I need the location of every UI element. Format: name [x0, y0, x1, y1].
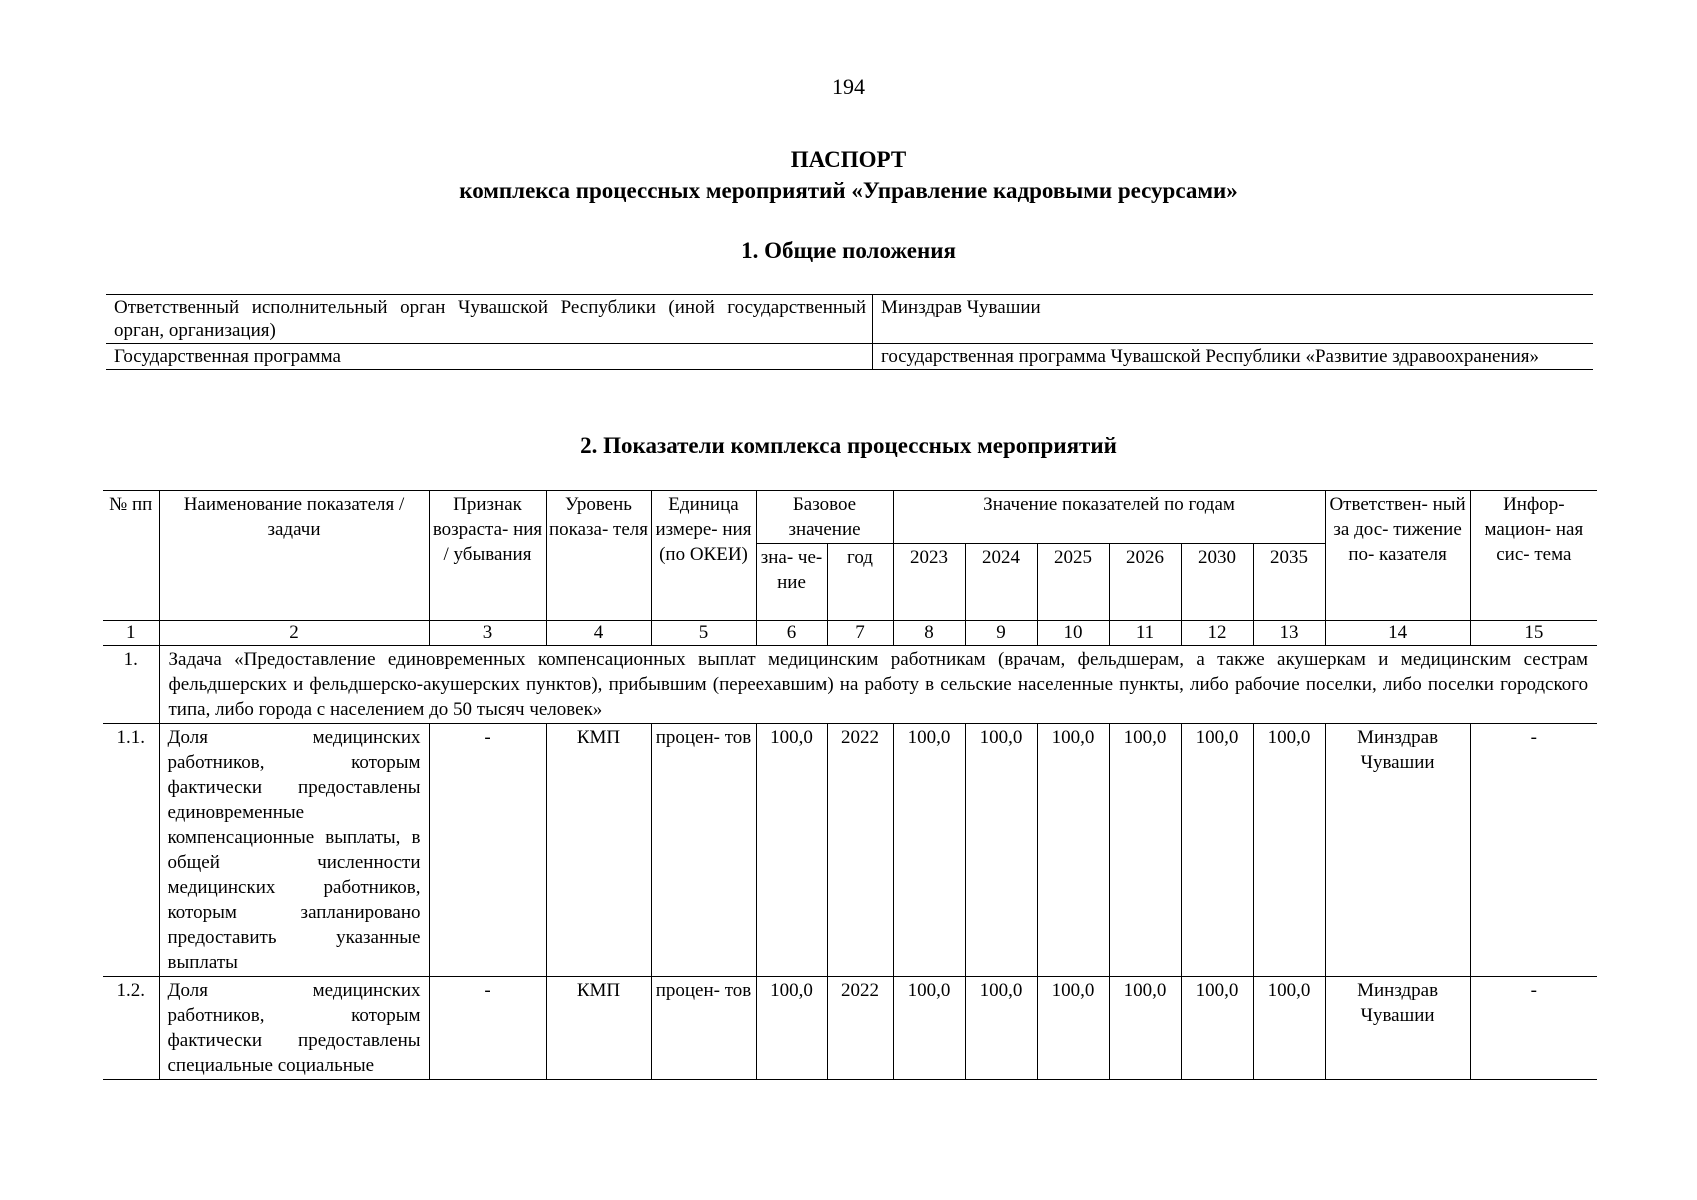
responsible: Минздрав Чувашии — [1325, 724, 1470, 977]
indicator-name: Доля медицинских работников, которым фактически предоставлены специальные социальные — [159, 977, 429, 1080]
header-year: 2030 — [1181, 544, 1253, 621]
year-value: 100,0 — [965, 724, 1037, 977]
table-row — [106, 295, 1593, 344]
header-info-system: Инфор- мацион- ная сис- тема — [1470, 491, 1597, 621]
header-sign: Признак возраста- ния / убывания — [429, 491, 546, 621]
base-value: 100,0 — [756, 977, 827, 1080]
header-base-year: год — [827, 544, 893, 621]
year-value: 100,0 — [893, 977, 965, 1080]
column-number: 4 — [546, 621, 651, 646]
header-name: Наименование показателя / задачи — [159, 491, 429, 621]
column-number: 1 — [103, 621, 159, 646]
table-row — [103, 724, 1597, 977]
header-year: 2025 — [1037, 544, 1109, 621]
column-number: 11 — [1109, 621, 1181, 646]
year-value: 100,0 — [1037, 977, 1109, 1080]
column-number: 13 — [1253, 621, 1325, 646]
column-number: 7 — [827, 621, 893, 646]
state-program-value: государственная программа Чувашской Республики «Развитие здравоохранения» — [873, 344, 1594, 370]
column-number: 10 — [1037, 621, 1109, 646]
task-text: Задача «Предоставление единовременных компенсационных выплат медицинским работникам (врачам, фельдшерам, а также акушеркам и медицинским сестрам фельдшерских и фельдшерско-акушерских пунктов), прибывшим (переехавшим) на работу в сельские населенные пункты, либо рабочие поселки, либо поселки городского типа, либо города с населением до 50 тысяч человек» — [159, 646, 1597, 724]
task-num: 1. — [103, 646, 159, 724]
year-value: 100,0 — [1037, 724, 1109, 977]
row-num: 1.1. — [103, 724, 159, 977]
header-year: 2035 — [1253, 544, 1325, 621]
header-responsible: Ответствен- ный за дос- тижение по- казателя — [1325, 491, 1470, 621]
base-value: 100,0 — [756, 724, 827, 977]
year-value: 100,0 — [893, 724, 965, 977]
column-number: 9 — [965, 621, 1037, 646]
header-base-value: зна- че- ние — [756, 544, 827, 621]
section2-heading: 2. Показатели комплекса процессных мероприятий — [580, 433, 1117, 458]
year-value: 100,0 — [1109, 724, 1181, 977]
column-number: 8 — [893, 621, 965, 646]
document-subtitle: комплекса процессных мероприятий «Управление кадровыми ресурсами» — [459, 178, 1238, 203]
header-base: Базовое значение — [756, 491, 893, 544]
year-value: 100,0 — [965, 977, 1037, 1080]
responsible-body-label: Ответственный исполнительный орган Чувашской Республики (иной государственный орган, организация) — [106, 295, 873, 344]
responsible: Минздрав Чувашии — [1325, 977, 1470, 1080]
header-year: 2024 — [965, 544, 1037, 621]
column-number: 3 — [429, 621, 546, 646]
column-number: 2 — [159, 621, 429, 646]
year-value: 100,0 — [1253, 977, 1325, 1080]
indicator-unit: процен- тов — [651, 977, 756, 1080]
column-numbers-row — [103, 621, 1597, 646]
info-system: - — [1470, 977, 1597, 1080]
column-number: 15 — [1470, 621, 1597, 646]
general-provisions-table — [106, 294, 1593, 370]
indicator-level: КМП — [546, 977, 651, 1080]
header-row — [103, 491, 1597, 544]
indicator-sign: - — [429, 724, 546, 977]
year-value: 100,0 — [1253, 724, 1325, 977]
indicator-level: КМП — [546, 724, 651, 977]
column-number: 6 — [756, 621, 827, 646]
info-system: - — [1470, 724, 1597, 977]
table-row — [106, 344, 1593, 370]
indicator-name: Доля медицинских работников, которым фактически предоставлены единовременные компенсационные выплаты, в общей численности медицинских работников, которым запланировано предоставить указанные выплаты — [159, 724, 429, 977]
header-year: 2026 — [1109, 544, 1181, 621]
header-num: № пп — [103, 491, 159, 621]
column-number: 14 — [1325, 621, 1470, 646]
indicator-sign: - — [429, 977, 546, 1080]
base-year: 2022 — [827, 977, 893, 1080]
base-year: 2022 — [827, 724, 893, 977]
header-years-group: Значение показателей по годам — [893, 491, 1325, 544]
document-title: ПАСПОРТ — [790, 147, 907, 172]
page-number: 194 — [832, 74, 865, 99]
year-value: 100,0 — [1181, 724, 1253, 977]
header-unit: Единица измере- ния (по ОКЕИ) — [651, 491, 756, 621]
responsible-body-value: Минздрав Чувашии — [873, 295, 1594, 344]
section1-heading: 1. Общие положения — [741, 238, 956, 263]
column-number: 5 — [651, 621, 756, 646]
table-row — [103, 977, 1597, 1080]
header-level: Уровень показа- теля — [546, 491, 651, 621]
year-value: 100,0 — [1181, 977, 1253, 1080]
row-num: 1.2. — [103, 977, 159, 1080]
state-program-label: Государственная программа — [106, 344, 873, 370]
indicators-table — [103, 490, 1597, 1080]
indicator-unit: процен- тов — [651, 724, 756, 977]
task-row — [103, 646, 1597, 724]
column-number: 12 — [1181, 621, 1253, 646]
header-year: 2023 — [893, 544, 965, 621]
year-value: 100,0 — [1109, 977, 1181, 1080]
